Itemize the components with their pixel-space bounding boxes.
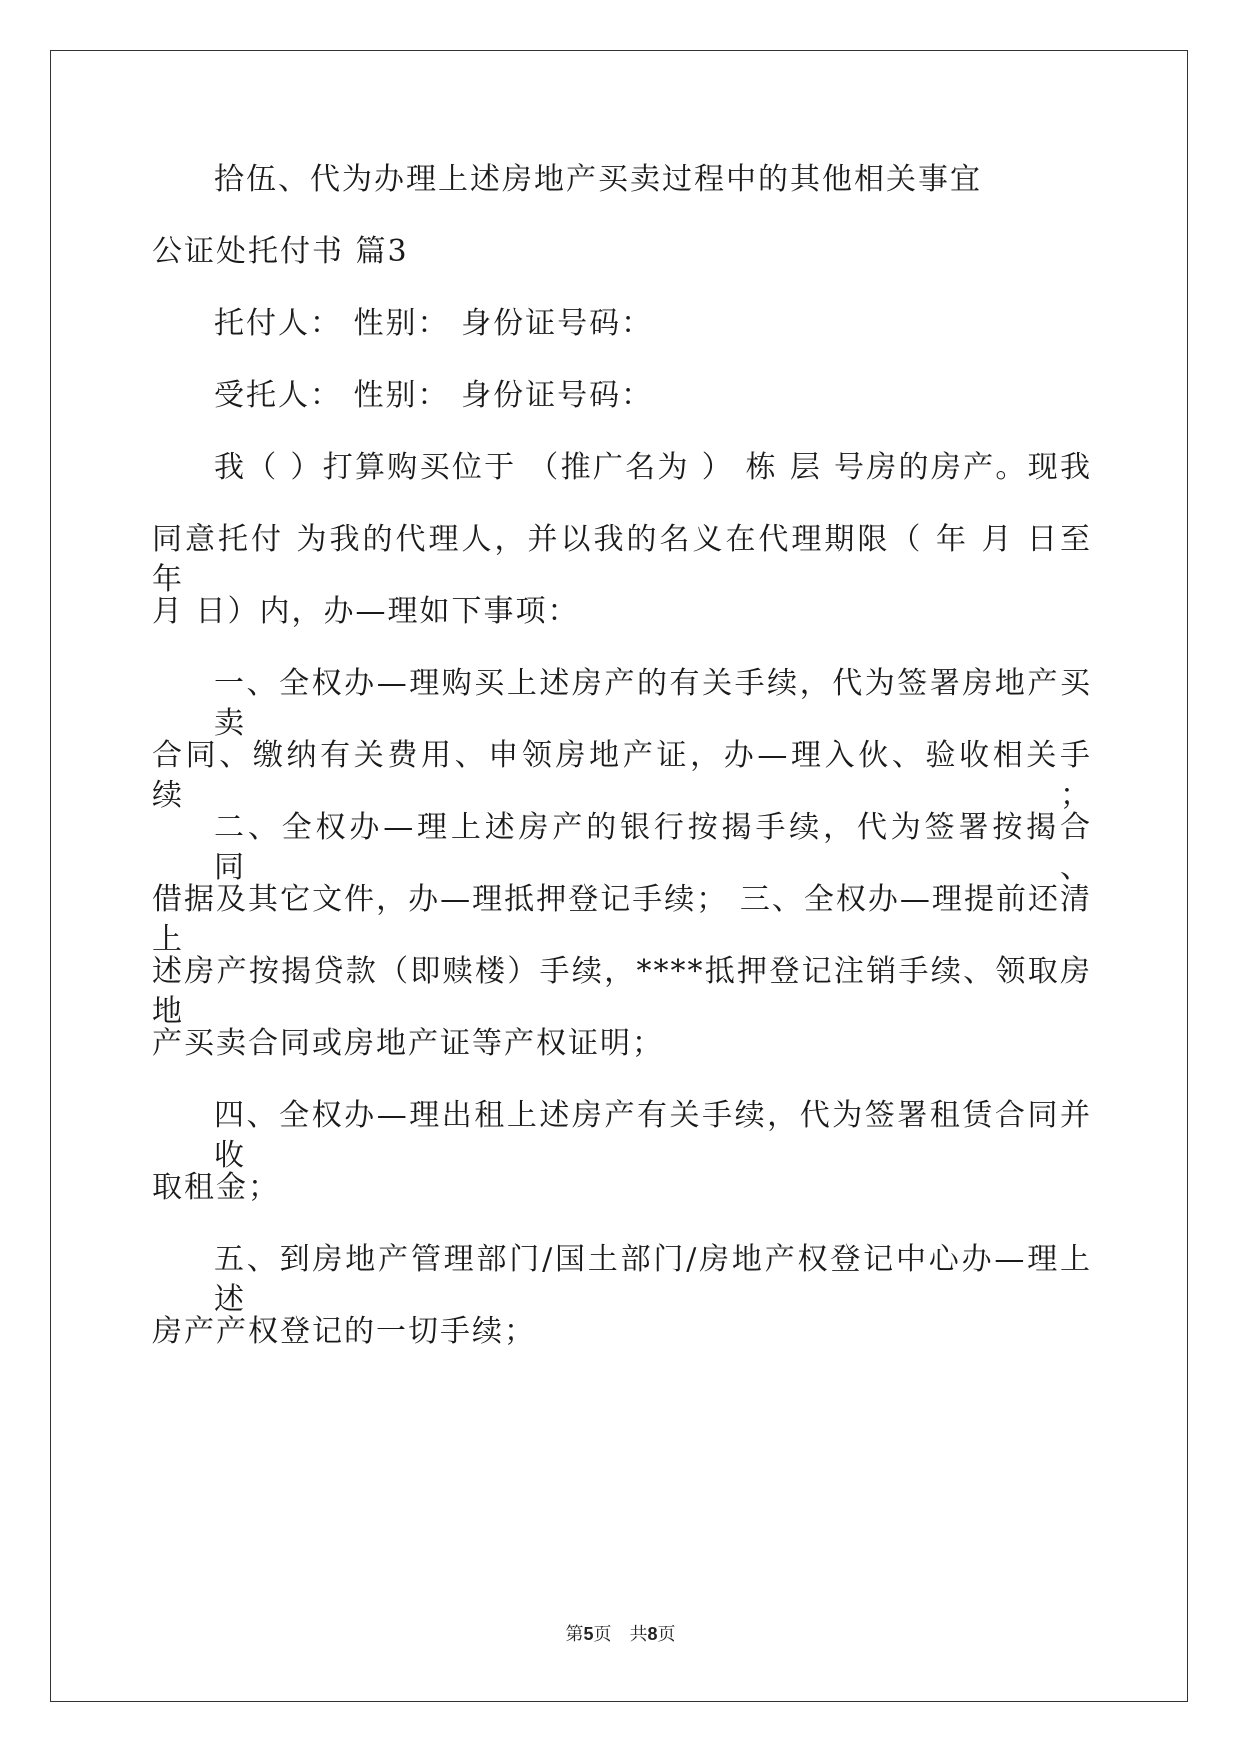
page-footer: [0, 1620, 1241, 1646]
paragraph-line: 我（ ）打算购买位于 （推广名为 ） 栋 层 号房的房产。现我: [214, 450, 1092, 485]
paragraph-line: 合同、缴纳有关费用、申领房地产证，办—理入伙、验收相关手续；: [152, 738, 1092, 813]
paragraph-line: 月 日）内，办—理如下事项：: [152, 594, 580, 629]
paragraph-line: 房产产权登记的一切手续；: [152, 1314, 536, 1349]
paragraph-line: 五、到房地产管理部门/国土部门/房地产权登记中心办—理上述: [214, 1242, 1092, 1317]
footer-middle: 页 共: [593, 1624, 648, 1645]
paragraph-line: 二、全权办—理上述房产的银行按揭手续，代为签署按揭合同、: [214, 810, 1092, 885]
section-heading: 公证处托付书 篇3: [152, 234, 409, 269]
current-page-number: 5: [583, 1624, 594, 1644]
paragraph-line: 取租金；: [152, 1170, 280, 1205]
footer-prefix: 第: [565, 1624, 584, 1645]
paragraph-line: 借据及其它文件，办—理抵押登记手续； 三、全权办—理提前还清上: [152, 882, 1092, 957]
paragraph-line: 同意托付 为我的代理人，并以我的名义在代理期限（ 年 月 日至 年: [152, 522, 1092, 597]
total-page-number: 8: [647, 1624, 658, 1644]
paragraph-line: 拾伍、代为办理上述房地产买卖过程中的其他相关事宜: [214, 162, 982, 197]
paragraph-line: 述房产按揭贷款（即赎楼）手续，****抵押登记注销手续、领取房地: [152, 954, 1092, 1029]
paragraph-line: 受托人： 性别： 身份证号码：: [214, 378, 654, 413]
footer-suffix: 页: [657, 1624, 676, 1645]
paragraph-line: 一、全权办—理购买上述房产的有关手续，代为签署房地产买卖: [214, 666, 1092, 741]
paragraph-line: 托付人： 性别： 身份证号码：: [214, 306, 654, 341]
paragraph-line: 产买卖合同或房地产证等产权证明；: [152, 1026, 664, 1061]
paragraph-line: 四、全权办—理出租上述房产有关手续，代为签署租赁合同并收: [214, 1098, 1092, 1173]
